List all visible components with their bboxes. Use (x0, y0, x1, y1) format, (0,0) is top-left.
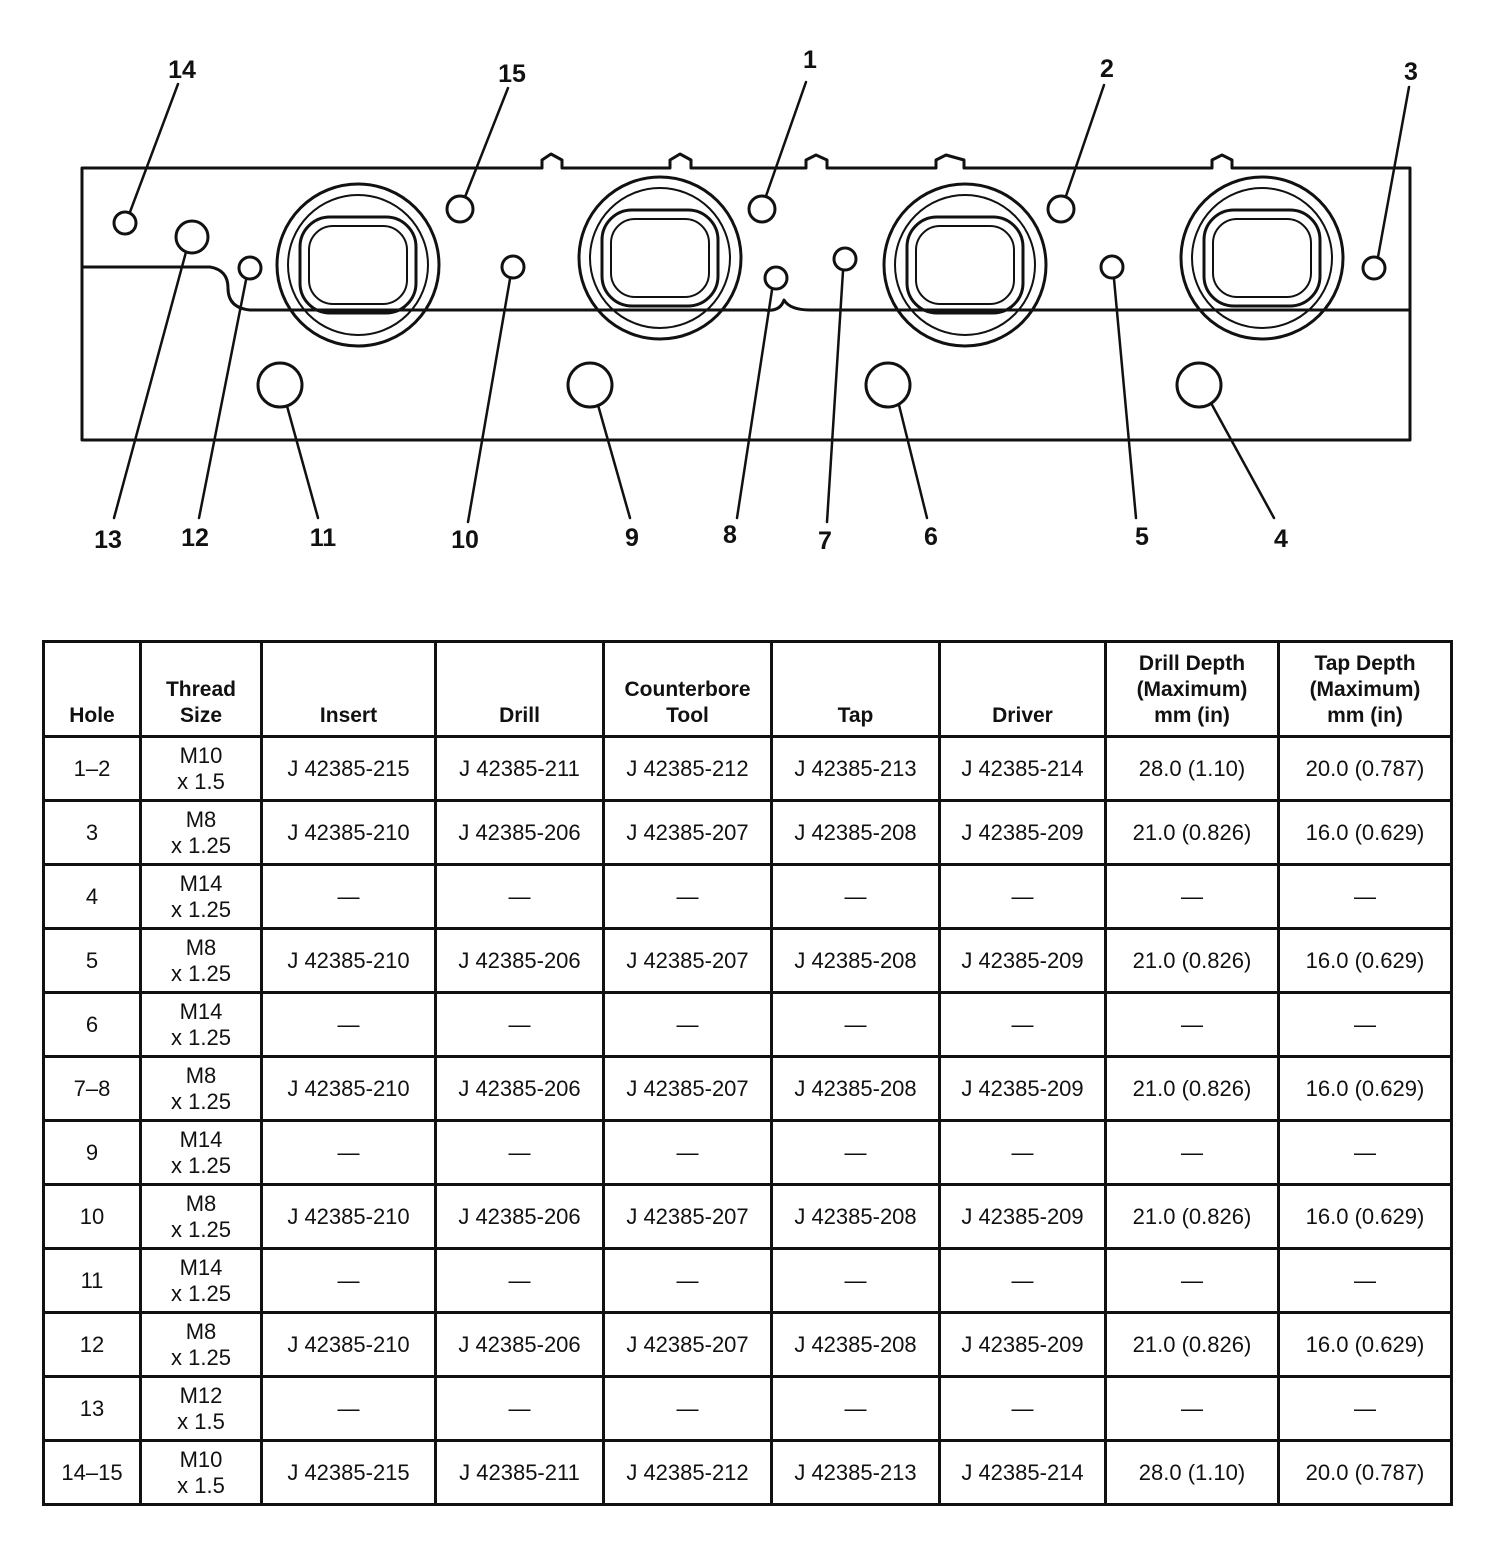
cell-drill: J 42385-211 (436, 1441, 604, 1505)
cell-thread (141, 1249, 262, 1313)
cell-driver: J 42385-214 (940, 1441, 1106, 1505)
header-text: mm (in) (1154, 704, 1230, 727)
cell-hole: 14–15 (44, 1441, 141, 1505)
header-text: Tap Depth (1314, 652, 1416, 675)
table-row (44, 1057, 1452, 1121)
header-text: Insert (319, 704, 378, 727)
cell-counterbore: — (604, 993, 772, 1057)
thread-size-text: M14 (179, 1254, 223, 1280)
cell-drill: J 42385-206 (436, 1057, 604, 1121)
port-4 (1181, 177, 1343, 339)
thread-size-text: M8 (185, 1318, 217, 1344)
cell-thread (141, 1377, 262, 1441)
table-row (44, 993, 1452, 1057)
thread-size-text: x 1.25 (171, 832, 231, 858)
cell-hole: 11 (44, 1249, 141, 1313)
cell-thread (141, 1441, 262, 1505)
cell-hole: 13 (44, 1377, 141, 1441)
cell-insert: J 42385-210 (262, 801, 436, 865)
thread-size-text: M8 (185, 1190, 217, 1216)
cell-counterbore: J 42385-212 (604, 737, 772, 801)
cell-drill-depth: 21.0 (0.826) (1106, 801, 1279, 865)
cell-drill-depth: — (1106, 1121, 1279, 1185)
leader-11 (287, 406, 318, 518)
hole-3 (1363, 257, 1385, 279)
cell-drill-depth: 21.0 (0.826) (1106, 1185, 1279, 1249)
cell-insert: — (262, 993, 436, 1057)
table-row (44, 929, 1452, 993)
hole-12 (239, 257, 261, 279)
hole-14 (114, 212, 136, 234)
thread-size-text: x 1.5 (177, 768, 225, 794)
thread-size-text: x 1.25 (171, 1024, 231, 1050)
hole-5 (1101, 256, 1123, 278)
cell-tap-depth: 16.0 (0.629) (1279, 929, 1452, 993)
leader-15 (465, 88, 508, 197)
cell-driver: — (940, 993, 1106, 1057)
cell-driver: J 42385-209 (940, 1057, 1106, 1121)
hole-10 (502, 256, 524, 278)
cell-tap-depth: 20.0 (0.787) (1279, 737, 1452, 801)
cell-counterbore: J 42385-207 (604, 801, 772, 865)
thread-size-text: M8 (185, 806, 217, 832)
cell-thread (141, 737, 262, 801)
cell-drill-depth: — (1106, 1249, 1279, 1313)
port-3 (884, 184, 1046, 346)
cell-thread (141, 865, 262, 929)
callout-15: 15 (498, 60, 526, 88)
header-text: (Maximum) (1309, 678, 1421, 701)
cell-thread (141, 929, 262, 993)
thread-size-text: x 1.25 (171, 896, 231, 922)
cell-driver: — (940, 1377, 1106, 1441)
cell-insert: J 42385-215 (262, 1441, 436, 1505)
cell-insert: — (262, 1121, 436, 1185)
hole-2 (1048, 196, 1074, 222)
cell-drill: J 42385-206 (436, 801, 604, 865)
callout-3: 3 (1404, 58, 1418, 86)
cell-counterbore: — (604, 865, 772, 929)
header-text: Tool (666, 704, 709, 727)
cell-tap-depth: — (1279, 993, 1452, 1057)
header-drill-depth (1106, 642, 1279, 737)
cell-tap: — (772, 865, 940, 929)
cell-insert: — (262, 1377, 436, 1441)
table-row (44, 801, 1452, 865)
header-text: Tap (837, 704, 874, 727)
cell-tap: J 42385-213 (772, 737, 940, 801)
leader-13 (114, 252, 186, 518)
cell-counterbore: J 42385-207 (604, 929, 772, 993)
cell-thread (141, 1121, 262, 1185)
cell-drill-depth: — (1106, 993, 1279, 1057)
callout-11: 11 (309, 524, 337, 552)
hole-6 (866, 363, 910, 407)
table-row (44, 1377, 1452, 1441)
cell-tap: J 42385-208 (772, 801, 940, 865)
cell-drill-depth: 21.0 (0.826) (1106, 929, 1279, 993)
cell-tap-depth: 16.0 (0.629) (1279, 1313, 1452, 1377)
cell-driver: J 42385-209 (940, 1185, 1106, 1249)
leader-9 (598, 405, 630, 518)
cell-tap-depth: — (1279, 1249, 1452, 1313)
cell-drill: — (436, 993, 604, 1057)
cell-insert: J 42385-215 (262, 737, 436, 801)
header-text: Hole (69, 704, 115, 727)
leader-2 (1066, 85, 1104, 196)
cell-thread (141, 993, 262, 1057)
cell-driver: — (940, 865, 1106, 929)
cell-drill: — (436, 1377, 604, 1441)
header-text: Drill Depth (1138, 652, 1246, 675)
cell-tap: J 42385-208 (772, 1057, 940, 1121)
port-2 (579, 177, 741, 339)
leader-4 (1211, 403, 1274, 518)
header-thread-size (141, 642, 262, 737)
header-text: mm (in) (1327, 704, 1403, 727)
cell-counterbore: J 42385-212 (604, 1441, 772, 1505)
callout-2: 2 (1100, 55, 1114, 83)
hole-11 (258, 363, 302, 407)
cell-counterbore: — (604, 1249, 772, 1313)
callout-13: 13 (94, 526, 122, 554)
cell-counterbore: — (604, 1121, 772, 1185)
thread-size-text: M8 (185, 934, 217, 960)
callout-10: 10 (451, 526, 479, 554)
cell-drill: J 42385-206 (436, 1313, 604, 1377)
thread-size-text: M14 (179, 870, 223, 896)
leader-8 (737, 290, 772, 518)
cell-driver: — (940, 1121, 1106, 1185)
header-hole (44, 642, 141, 737)
callout-5: 5 (1135, 523, 1149, 551)
thread-size-text: x 1.25 (171, 1280, 231, 1306)
cell-insert: J 42385-210 (262, 1057, 436, 1121)
header-tap (772, 642, 940, 737)
hole-tool-specification-table (42, 640, 1453, 1506)
hole-9 (568, 363, 612, 407)
cell-insert: — (262, 1249, 436, 1313)
callout-12: 12 (181, 524, 209, 552)
cell-tap-depth: — (1279, 1121, 1452, 1185)
thread-size-text: M12 (179, 1382, 223, 1408)
thread-size-text: x 1.25 (171, 960, 231, 986)
callout-14: 14 (168, 56, 196, 84)
cell-hole: 10 (44, 1185, 141, 1249)
cell-drill: J 42385-211 (436, 737, 604, 801)
port-1 (277, 184, 439, 346)
cell-counterbore: J 42385-207 (604, 1185, 772, 1249)
cell-hole: 6 (44, 993, 141, 1057)
cell-thread (141, 1313, 262, 1377)
thread-size-text: M10 (179, 1446, 223, 1472)
thread-size-text: M10 (179, 742, 223, 768)
cell-tap: J 42385-208 (772, 929, 940, 993)
cell-tap: — (772, 1121, 940, 1185)
leader-3 (1378, 87, 1409, 257)
table-row (44, 1441, 1452, 1505)
header-driver (940, 642, 1106, 737)
thread-size-text: x 1.25 (171, 1152, 231, 1178)
cell-counterbore: J 42385-207 (604, 1057, 772, 1121)
callout-9: 9 (625, 524, 639, 552)
cell-tap-depth: — (1279, 865, 1452, 929)
thread-size-text: x 1.25 (171, 1344, 231, 1370)
header-drill (436, 642, 604, 737)
hole-7 (834, 248, 856, 270)
table-row (44, 737, 1452, 801)
cell-thread (141, 1057, 262, 1121)
hole-4 (1177, 363, 1221, 407)
cell-insert: J 42385-210 (262, 929, 436, 993)
leader-12 (199, 280, 246, 518)
cell-hole: 9 (44, 1121, 141, 1185)
callout-4: 4 (1274, 525, 1288, 553)
cell-hole: 3 (44, 801, 141, 865)
cell-driver: J 42385-214 (940, 737, 1106, 801)
cell-hole: 1–2 (44, 737, 141, 801)
table-header-row (44, 642, 1452, 737)
cell-drill-depth: 21.0 (0.826) (1106, 1057, 1279, 1121)
cell-tap-depth: — (1279, 1377, 1452, 1441)
callout-8: 8 (723, 521, 737, 549)
cell-thread (141, 801, 262, 865)
table-row (44, 1121, 1452, 1185)
thread-size-text: M14 (179, 1126, 223, 1152)
cell-tap-depth: 16.0 (0.629) (1279, 1057, 1452, 1121)
hole-15 (447, 196, 473, 222)
cell-driver: J 42385-209 (940, 1313, 1106, 1377)
cell-thread (141, 1185, 262, 1249)
thread-size-text: x 1.25 (171, 1088, 231, 1114)
cell-hole: 5 (44, 929, 141, 993)
thread-size-text: M14 (179, 998, 223, 1024)
cylinder-head-hole-diagram (0, 0, 1504, 600)
cell-drill-depth: — (1106, 865, 1279, 929)
hole-8 (765, 267, 787, 289)
thread-size-text: x 1.5 (177, 1472, 225, 1498)
callout-7: 7 (818, 527, 832, 555)
thread-size-text: x 1.25 (171, 1216, 231, 1242)
cell-tap: J 42385-208 (772, 1185, 940, 1249)
header-text: (Maximum) (1136, 678, 1248, 701)
cell-tap-depth: 16.0 (0.629) (1279, 1185, 1452, 1249)
cell-drill: J 42385-206 (436, 929, 604, 993)
header-tap-depth (1279, 642, 1452, 737)
thread-size-text: M8 (185, 1062, 217, 1088)
leader-5 (1114, 279, 1136, 518)
cell-counterbore: — (604, 1377, 772, 1441)
header-counterbore-tool (604, 642, 772, 737)
cell-tap: J 42385-213 (772, 1441, 940, 1505)
leader-1 (766, 82, 806, 196)
cell-drill-depth: 28.0 (1.10) (1106, 1441, 1279, 1505)
hole-13 (176, 221, 208, 253)
table-row (44, 1185, 1452, 1249)
callout-1: 1 (803, 46, 817, 74)
cell-tap: J 42385-208 (772, 1313, 940, 1377)
cell-tap: — (772, 993, 940, 1057)
cell-drill: — (436, 1121, 604, 1185)
header-insert (262, 642, 436, 737)
leader-6 (899, 405, 927, 518)
cell-driver: J 42385-209 (940, 929, 1106, 993)
table-row (44, 1249, 1452, 1313)
hole-1 (749, 196, 775, 222)
cell-insert: — (262, 865, 436, 929)
header-text: Driver (992, 704, 1053, 727)
leader-10 (468, 279, 510, 522)
leader-14 (130, 84, 178, 212)
header-text: Drill (499, 704, 540, 727)
table-row (44, 1313, 1452, 1377)
cell-drill-depth: 28.0 (1.10) (1106, 737, 1279, 801)
cell-hole: 7–8 (44, 1057, 141, 1121)
cell-drill: — (436, 1249, 604, 1313)
thread-size-text: x 1.5 (177, 1408, 225, 1434)
header-text: Size (179, 704, 223, 727)
callout-6: 6 (924, 523, 938, 551)
cell-drill-depth: 21.0 (0.826) (1106, 1313, 1279, 1377)
cell-drill-depth: — (1106, 1377, 1279, 1441)
cell-tap-depth: 16.0 (0.629) (1279, 801, 1452, 865)
cell-drill: J 42385-206 (436, 1185, 604, 1249)
header-text: Thread (165, 678, 236, 701)
cell-tap: — (772, 1377, 940, 1441)
cell-driver: J 42385-209 (940, 801, 1106, 865)
cell-counterbore: J 42385-207 (604, 1313, 772, 1377)
cell-tap: — (772, 1249, 940, 1313)
cell-insert: J 42385-210 (262, 1313, 436, 1377)
table-row (44, 865, 1452, 929)
cell-tap-depth: 20.0 (0.787) (1279, 1441, 1452, 1505)
cell-hole: 12 (44, 1313, 141, 1377)
cell-insert: J 42385-210 (262, 1185, 436, 1249)
cell-driver: — (940, 1249, 1106, 1313)
header-text: Counterbore (624, 678, 751, 701)
cell-drill: — (436, 865, 604, 929)
cell-hole: 4 (44, 865, 141, 929)
